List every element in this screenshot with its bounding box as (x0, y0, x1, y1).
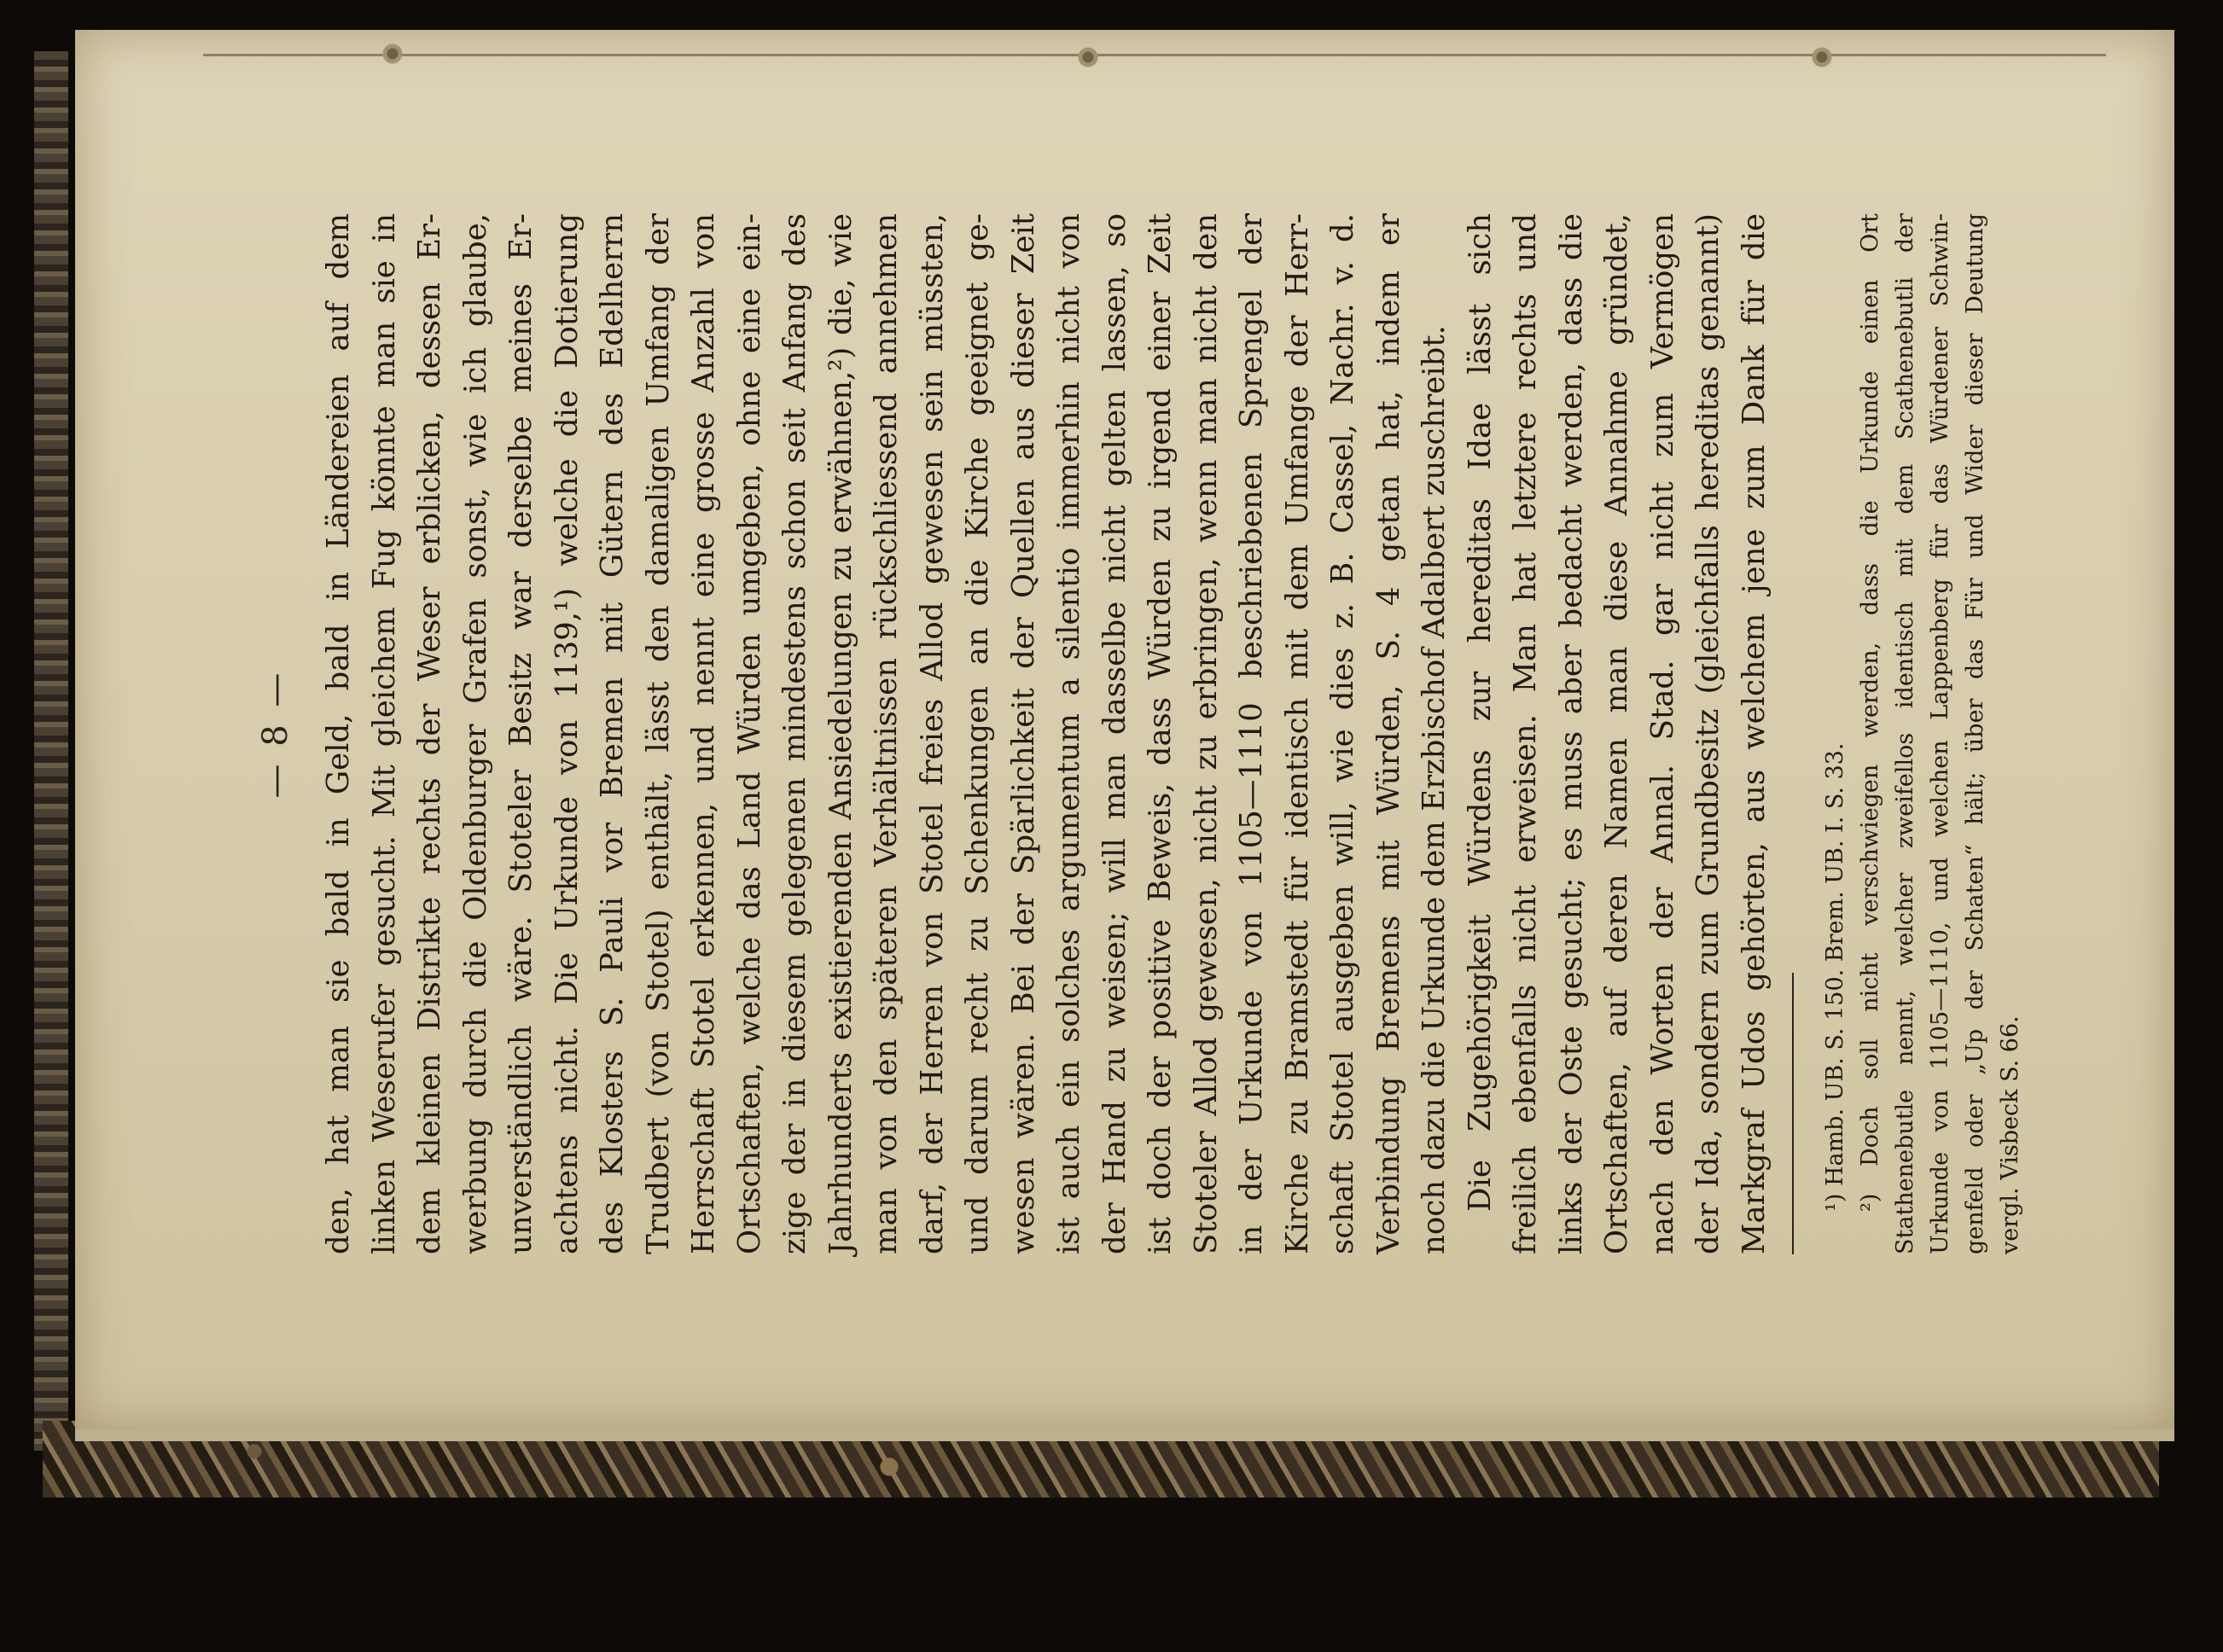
footnote-line: Stathenebutle nennt, welcher zweifellos identisch mit dem Scathenebutli der (1892, 213, 1918, 1254)
body-line: noch dazu die Urkunde dem Erzbischof Adalbert zuschreibt. (1417, 325, 1452, 1254)
body-line: Jahrhunderts existierenden Ansiedelungen zu erwähnen,²) die, wie (823, 213, 858, 1254)
footnote-line: ²) Doch soll nicht verschwiegen werden, dass die Urkunde einen Ort (1857, 213, 1883, 1212)
body-line: Stoteler Allod gewesen, nicht zu erbringen, wenn man nicht den (1188, 213, 1224, 1254)
rotated-text-block (256, 188, 2023, 1280)
body-line: wesen wären. Bei der Spärlichkeit der Quellen aus dieser Zeit (1005, 213, 1041, 1254)
body-line: in der Urkunde von 1105—1110 beschriebenen Sprengel der (1234, 213, 1269, 1254)
body-line: dem kleinen Distrikte rechts der Weser erblicken, dessen Er- (412, 213, 447, 1254)
stitch-hole (382, 44, 403, 64)
body-line: Herrschaft Stotel erkennen, und nennt eine grosse Anzahl von (686, 213, 721, 1254)
page-number: — 8 — (256, 669, 295, 799)
body-line: Ortschaften, auf deren Namen man diese Annahme gründet, (1599, 213, 1634, 1254)
body-line: zige der in diesem gelegenen mindestens schon seit Anfang des (777, 213, 812, 1254)
body-line: Markgraf Udos gehörten, aus welchem jene zum Dank für die (1736, 213, 1772, 1254)
body-line: ist auch ein solches argumentum a silentio immerhin nicht von (1051, 213, 1086, 1254)
footnote-line: Urkunde von 1105—1110, und welchen Lappenberg für das Würdener Schwin- (1927, 213, 1953, 1254)
footnote-line: genfeld oder „Up der Schaten“ hält; über das Für und Wider dieser Deutung (1962, 213, 1988, 1254)
footnote-line: ¹) Hamb. UB. S. 150. Brem. UB. I. S. 33. (1822, 742, 1848, 1212)
footnote-line: vergl. Visbeck S. 66. (1997, 1015, 2023, 1254)
body-line: der Hand zu weisen; will man dasselbe nicht gelten lassen, so (1097, 213, 1132, 1254)
body-line: ist doch der positive Beweis, dass Würden zu irgend einer Zeit (1143, 213, 1178, 1254)
footnote-rule (1792, 973, 1794, 1254)
body-line: Kirche zu Bramstedt für identisch mit dem Umfange der Herr- (1279, 213, 1315, 1254)
body-line: den, hat man sie bald in Geld, bald in Ländereien auf dem (321, 213, 356, 1254)
stitch-hole (1812, 47, 1832, 67)
body-line: nach den Worten der Annal. Stad. gar nicht zum Vermögen (1644, 213, 1680, 1254)
body-line: und darum recht zu Schenkungen an die Kirche geeignet ge- (960, 213, 995, 1254)
body-line: darf, der Herren von Stotel freies Allod gewesen sein müssten, (914, 213, 950, 1254)
body-line: der Ida, sondern zum Grundbesitz (gleichfalls hereditas genannt) (1691, 213, 1725, 1254)
book-spine (34, 51, 68, 1451)
body-text (316, 213, 1777, 1254)
body-line: Die Zugehörigkeit Würdens zur hereditas Idae lässt sich (1462, 213, 1498, 1212)
stitch-hole (1078, 47, 1098, 67)
body-line: des Klosters S. Pauli vor Bremen mit Gütern des Edelherrn (595, 213, 630, 1254)
body-line: achtens nicht. Die Urkunde von 1139,¹) welche die Dotierung (549, 213, 585, 1254)
footnotes (1818, 213, 2028, 1254)
body-line: werbung durch die Oldenburger Grafen sonst, wie ich glaube, (457, 213, 493, 1254)
body-line: unverständlich wäre. Stoteler Besitz war derselbe meines Er- (503, 213, 538, 1254)
body-line: Trudbert (von Stotel) enthält, lässt den damaligen Umfang der (640, 213, 676, 1254)
body-line: links der Oste gesucht; es muss aber bedacht werden, dass die (1553, 213, 1589, 1254)
body-line: freilich ebenfalls nicht erweisen. Man hat letztere rechts und (1508, 213, 1543, 1254)
body-line: linken Weserufer gesucht. Mit gleichem Fug könnte man sie in (366, 213, 402, 1254)
body-line: schaft Stotel ausgeben will, wie dies z. B. Cassel, Nachr. v. d. (1325, 213, 1360, 1254)
body-line: Verbindung Bremens mit Würden, S. 4 getan hat, indem er (1370, 213, 1406, 1254)
body-line: man von den späteren Verhältnissen rückschliessend annehmen (869, 213, 904, 1254)
body-line: Ortschaften, welche das Land Würden umgeben, ohne eine ein- (731, 213, 767, 1254)
